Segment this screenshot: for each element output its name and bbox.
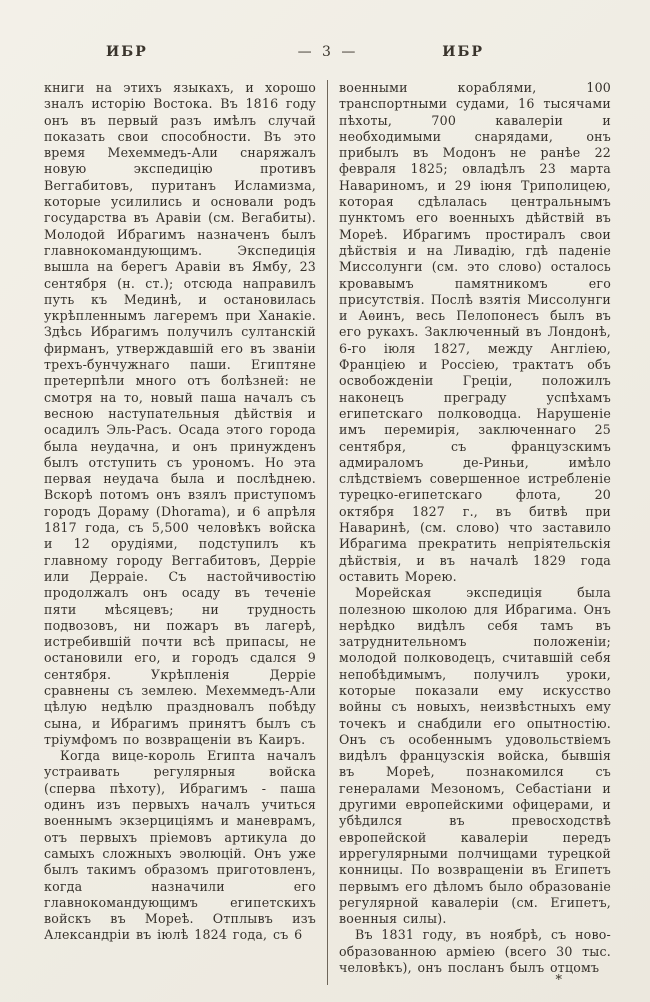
footnote-asterisk: *	[555, 973, 562, 988]
right-column	[339, 80, 611, 976]
text-columns	[44, 80, 612, 985]
paragraph-right-3: Въ 1831 году, въ ноябрѣ, съ ново-образованною арміею (всего 30 тыс. человѣкъ), онъ посланъ былъ отцомъ	[339, 927, 611, 976]
page-header	[44, 44, 612, 66]
paragraph-right-2: Морейская экспедиція была полезною школою для Ибрагима. Онъ нерѣдко видѣлъ себя тамъ въ затруднительномъ положеніи; молодой полководецъ, считавшій себя непобѣдимымъ, получилъ уроки, которые показали ему искусство войны съ новыхъ, неизвѣстныхъ ему точекъ и снабдили его опытностію. Онъ съ особеннымъ удовольствіемъ видѣлъ французскія войска, бывшія въ Мореѣ, познакомился съ генералами Мезономъ, Себастіани и другими европейскими офицерами, и убѣдился въ превосходствѣ европейской кавалеріи передъ иррегулярными полчищами турецкой конницы. По возвращеніи въ Египетъ первымъ его дѣломъ было образованіе регулярной кавалеріи (см. Египетъ, военныя силы).	[339, 585, 611, 927]
paragraph-right-1: военными кораблями, 100 транспортными судами, 16 тысячами пѣхоты, 700 кавалеріи и необходимыми снарядами, онъ прибылъ въ Модонъ не ранѣе 22 февраля 1825; овладѣлъ 23 марта Навариномъ, и 29 іюня Триполицею, которая сдѣлалась центральнымъ пунктомъ его военныхъ дѣйствій въ Мореѣ. Ибрагимъ простиралъ свои дѣйствія и на Ливадію, гдѣ паденіе Миссолунги (см. это слово) осталось кровавымъ памятникомъ его присутствія. Послѣ взятія Миссолунги и Аѳинъ, весь Пелопонесъ былъ въ его рукахъ. Заключенный въ Лондонѣ, 6-го іюля 1827, между Англіею, Франціею и Россіею, трактатъ объ освобожденіи Греціи, положилъ наконецъ преграду успѣхамъ египетскаго полководца. Нарушеніе имъ перемирія, заключеннаго 25 сентября, съ французскимъ адмираломъ де-Риньи, имѣло слѣдствіемъ совершенное истребленіе турецко-египетскаго флота, 20 октября 1827 г., въ битвѣ при Наваринѣ, (см. слово) что заставило Ибрагима прекратить непріятельскія дѣйствія, и въ началѣ 1829 года оставить Морею.	[339, 80, 611, 584]
paragraph-left-1: книги на этихъ языкахъ, и хорошо зналъ исторію Востока. Въ 1816 году онъ въ первый разъ имѣлъ случай показать свои способности. Въ это время Мехеммедъ-Али снаряжалъ новую экспедицію противъ Веггабитовъ, пуританъ Исламизма, которые усилились и основали родъ государства въ Аравіи (см. Вегабиты). Молодой Ибрагимъ назначенъ былъ главнокомандующимъ. Экспедиція вышла на берегъ Аравіи въ Ямбу, 23 сентября (н. ст.); отсюда направилъ путь къ Мединѣ, и остановилась укрѣпленнымъ лагеремъ при Ханакіе. Здѣсь Ибрагимъ получилъ султанскій фирманъ, утверждавшій его въ званіи трехъ-бунчужнаго паши. Египтяне претерпѣли много отъ болѣзней: не смотря на то, новый паша началъ съ весною наступательныя дѣйствія и осадилъ Эль-Расъ. Осада этого города была неудачна, и онъ принужденъ былъ отступить съ урономъ. Но эта первая неудача была и послѣднею. Вскорѣ потомъ онъ взялъ приступомъ городъ Дораму (Dhorama), и 6 апрѣля 1817 года, съ 5,500 человѣкъ войска и 12 орудіями, подступилъ къ главному городу Веггабитовъ, Дерріе или Дерраіе. Съ настойчивостію продолжалъ онъ осаду въ теченіе пяти мѣсяцевъ; ни трудность подвозовъ, ни пожаръ въ лагерѣ, истребившій почти всѣ припасы, не остановили его, и городъ сдался 9 сентября. Укрѣпленія Дерріе сравнены съ землею. Мехеммедъ-Али цѣлую недѣлю праздновалъ побѣду сына, и Ибрагимъ принятъ былъ съ тріумфомъ по возвращеніи въ Каиръ.	[44, 80, 316, 747]
column-divider	[327, 80, 328, 985]
paragraph-left-2: Когда вице-король Египта началъ устраивать регулярныя войска (сперва пѣхоту), Ибрагимъ - паша одинъ изъ первыхъ началъ учиться военнымъ экзерциціямъ и маневрамъ, отъ первыхъ пріемовъ артикула до самыхъ сложныхъ эволюцій. Онъ уже былъ такимъ образомъ приготовленъ, когда назначили его главнокомандующимъ египетскихъ войскъ въ Мореѣ. Отплывъ изъ Александріи въ іюлѣ 1824 года, съ 6	[44, 748, 316, 943]
running-head-left: ИБР	[106, 44, 148, 60]
left-column	[44, 80, 316, 944]
page-number: — 3 —	[297, 44, 359, 60]
running-head-right: ИБР	[442, 44, 484, 60]
